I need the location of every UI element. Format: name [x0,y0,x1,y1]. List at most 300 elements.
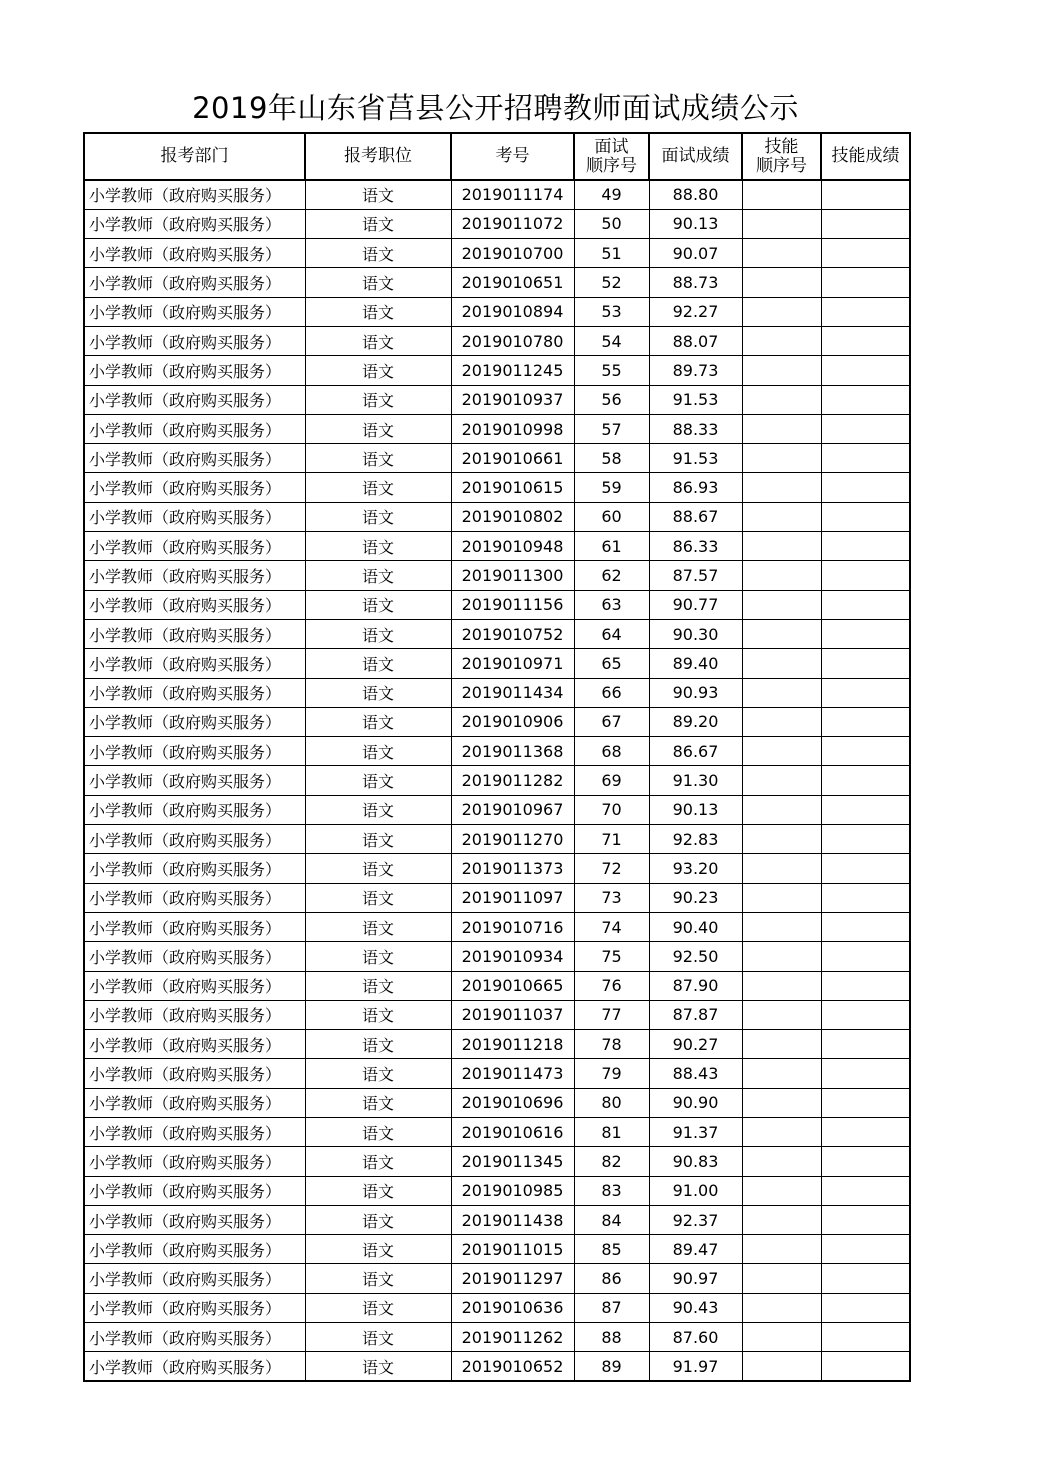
cell-exam-no: 2019010971 [451,649,574,678]
cell-position: 语文 [305,883,451,912]
cell-dept: 小学教师（政府购买服务） [84,561,305,590]
cell-skill-order [742,209,821,238]
cell-interview-score: 86.67 [649,737,742,766]
cell-skill-score [821,297,910,326]
cell-position: 语文 [305,561,451,590]
table-row [84,1235,910,1264]
cell-exam-no: 2019010616 [451,1118,574,1147]
cell-interview-score: 91.30 [649,766,742,795]
col-header-skill-order [742,133,821,180]
cell-exam-no: 2019011262 [451,1323,574,1352]
cell-exam-no: 2019010934 [451,942,574,971]
cell-skill-order [742,619,821,648]
cell-dept: 小学教师（政府购买服务） [84,1235,305,1264]
cell-interview-score: 88.80 [649,180,742,209]
cell-skill-order [742,1030,821,1059]
table-row [84,502,910,531]
cell-exam-no: 2019011218 [451,1030,574,1059]
table-row [84,356,910,385]
cell-exam-no: 2019010752 [451,619,574,648]
cell-skill-score [821,561,910,590]
cell-dept: 小学教师（政府购买服务） [84,473,305,502]
cell-skill-score [821,1000,910,1029]
col-header-interview-order [574,133,649,180]
cell-skill-order [742,268,821,297]
cell-interview-order: 74 [574,912,649,941]
cell-position: 语文 [305,532,451,561]
table-row [84,912,910,941]
cell-skill-order [742,854,821,883]
cell-dept: 小学教师（政府购买服务） [84,1176,305,1205]
col-header-interview-score: 面试成绩 [649,133,742,180]
cell-interview-score: 87.90 [649,971,742,1000]
cell-interview-score: 90.23 [649,883,742,912]
cell-position: 语文 [305,737,451,766]
cell-skill-score [821,825,910,854]
cell-interview-score: 92.50 [649,942,742,971]
cell-interview-order: 66 [574,678,649,707]
cell-interview-order: 69 [574,766,649,795]
col-header-interview-order-line2: 顺序号 [586,155,637,176]
table-row [84,1264,910,1293]
cell-skill-score [821,1323,910,1352]
cell-position: 语文 [305,1000,451,1029]
cell-interview-score: 91.00 [649,1176,742,1205]
cell-dept: 小学教师（政府购买服务） [84,678,305,707]
cell-interview-order: 73 [574,883,649,912]
cell-exam-no: 2019010651 [451,268,574,297]
cell-exam-no: 2019010661 [451,444,574,473]
cell-skill-order [742,1088,821,1117]
page-title: 2019年山东省莒县公开招聘教师面试成绩公示 [192,91,799,125]
cell-position: 语文 [305,1118,451,1147]
cell-interview-score: 91.53 [649,385,742,414]
cell-interview-score: 89.73 [649,356,742,385]
cell-skill-order [742,1323,821,1352]
cell-exam-no: 2019011438 [451,1205,574,1234]
cell-skill-score [821,1293,910,1322]
table-row [84,825,910,854]
results-table [83,132,911,1382]
cell-interview-order: 55 [574,356,649,385]
cell-interview-order: 60 [574,502,649,531]
cell-skill-order [742,649,821,678]
cell-dept: 小学教师（政府购买服务） [84,1088,305,1117]
cell-interview-order: 50 [574,209,649,238]
cell-skill-score [821,209,910,238]
cell-position: 语文 [305,795,451,824]
table-row [84,532,910,561]
table-row [84,766,910,795]
cell-position: 语文 [305,1352,451,1381]
cell-dept: 小学教师（政府购买服务） [84,414,305,443]
cell-exam-no: 2019011270 [451,825,574,854]
cell-interview-order: 63 [574,590,649,619]
cell-skill-score [821,678,910,707]
cell-exam-no: 2019010696 [451,1088,574,1117]
table-row [84,326,910,355]
cell-skill-score [821,766,910,795]
cell-position: 语文 [305,356,451,385]
cell-interview-order: 68 [574,737,649,766]
cell-interview-order: 58 [574,444,649,473]
cell-interview-score: 93.20 [649,854,742,883]
cell-skill-order [742,1176,821,1205]
cell-interview-score: 88.67 [649,502,742,531]
cell-interview-score: 90.77 [649,590,742,619]
cell-dept: 小学教师（政府购买服务） [84,649,305,678]
cell-position: 语文 [305,1059,451,1088]
cell-skill-score [821,737,910,766]
cell-exam-no: 2019010652 [451,1352,574,1381]
cell-exam-no: 2019011434 [451,678,574,707]
table-row [84,1059,910,1088]
cell-skill-score [821,707,910,736]
table-row [84,268,910,297]
cell-interview-order: 67 [574,707,649,736]
cell-exam-no: 2019011373 [451,854,574,883]
table-row [84,473,910,502]
cell-skill-order [742,795,821,824]
cell-interview-score: 90.40 [649,912,742,941]
cell-interview-order: 54 [574,326,649,355]
cell-skill-score [821,942,910,971]
cell-position: 语文 [305,385,451,414]
cell-interview-score: 90.13 [649,209,742,238]
cell-interview-score: 90.97 [649,1264,742,1293]
cell-interview-score: 87.57 [649,561,742,590]
cell-dept: 小学教师（政府购买服务） [84,268,305,297]
cell-position: 语文 [305,1030,451,1059]
cell-interview-score: 90.43 [649,1293,742,1322]
cell-position: 语文 [305,649,451,678]
cell-position: 语文 [305,912,451,941]
cell-interview-order: 84 [574,1205,649,1234]
cell-skill-score [821,1088,910,1117]
cell-position: 语文 [305,473,451,502]
cell-position: 语文 [305,766,451,795]
table-row [84,1030,910,1059]
cell-position: 语文 [305,1088,451,1117]
cell-dept: 小学教师（政府购买服务） [84,1323,305,1352]
cell-position: 语文 [305,444,451,473]
cell-dept: 小学教师（政府购买服务） [84,1030,305,1059]
cell-interview-order: 51 [574,239,649,268]
cell-interview-order: 88 [574,1323,649,1352]
cell-dept: 小学教师（政府购买服务） [84,1264,305,1293]
col-header-dept: 报考部门 [84,133,305,180]
cell-skill-score [821,239,910,268]
cell-position: 语文 [305,268,451,297]
cell-skill-score [821,444,910,473]
cell-interview-order: 78 [574,1030,649,1059]
cell-skill-score [821,1352,910,1381]
cell-skill-order [742,180,821,209]
cell-position: 语文 [305,414,451,443]
cell-skill-order [742,532,821,561]
cell-interview-order: 75 [574,942,649,971]
cell-dept: 小学教师（政府购买服务） [84,297,305,326]
table-row [84,590,910,619]
cell-dept: 小学教师（政府购买服务） [84,1147,305,1176]
cell-interview-order: 76 [574,971,649,1000]
cell-interview-order: 65 [574,649,649,678]
cell-position: 语文 [305,1293,451,1322]
table-row [84,795,910,824]
cell-exam-no: 2019011156 [451,590,574,619]
table-row [84,209,910,238]
cell-interview-score: 91.37 [649,1118,742,1147]
cell-interview-score: 88.33 [649,414,742,443]
table-row [84,649,910,678]
cell-interview-score: 88.73 [649,268,742,297]
col-header-skill-order-line1: 技能 [764,136,799,157]
table-row [84,1088,910,1117]
cell-interview-order: 49 [574,180,649,209]
cell-skill-score [821,619,910,648]
cell-position: 语文 [305,678,451,707]
cell-dept: 小学教师（政府购买服务） [84,532,305,561]
cell-interview-order: 71 [574,825,649,854]
cell-interview-score: 92.37 [649,1205,742,1234]
cell-position: 语文 [305,854,451,883]
cell-skill-order [742,766,821,795]
cell-skill-score [821,1235,910,1264]
table-row [84,180,910,209]
cell-skill-order [742,473,821,502]
cell-interview-score: 89.40 [649,649,742,678]
cell-skill-score [821,1118,910,1147]
cell-position: 语文 [305,1235,451,1264]
table-row [84,1352,910,1381]
cell-position: 语文 [305,971,451,1000]
table-row [84,561,910,590]
cell-skill-score [821,502,910,531]
cell-exam-no: 2019010948 [451,532,574,561]
cell-interview-score: 86.93 [649,473,742,502]
cell-exam-no: 2019010894 [451,297,574,326]
cell-dept: 小学教师（政府购买服务） [84,707,305,736]
cell-dept: 小学教师（政府购买服务） [84,766,305,795]
table-row [84,942,910,971]
cell-interview-order: 89 [574,1352,649,1381]
header-row [84,133,910,180]
cell-exam-no: 2019010998 [451,414,574,443]
table-row [84,297,910,326]
cell-dept: 小学教师（政府购买服务） [84,209,305,238]
cell-exam-no: 2019010665 [451,971,574,1000]
cell-position: 语文 [305,1205,451,1234]
cell-dept: 小学教师（政府购买服务） [84,1352,305,1381]
cell-exam-no: 2019010716 [451,912,574,941]
cell-interview-order: 79 [574,1059,649,1088]
cell-skill-score [821,473,910,502]
cell-dept: 小学教师（政府购买服务） [84,1059,305,1088]
table-row [84,414,910,443]
cell-exam-no: 2019010615 [451,473,574,502]
cell-interview-score: 88.07 [649,326,742,355]
cell-exam-no: 2019011037 [451,1000,574,1029]
cell-interview-score: 90.07 [649,239,742,268]
cell-dept: 小学教师（政府购买服务） [84,912,305,941]
table-row [84,1176,910,1205]
table-row [84,1323,910,1352]
cell-interview-score: 90.93 [649,678,742,707]
cell-skill-score [821,414,910,443]
cell-skill-order [742,356,821,385]
cell-interview-order: 72 [574,854,649,883]
cell-skill-order [742,678,821,707]
cell-skill-order [742,1293,821,1322]
cell-interview-order: 81 [574,1118,649,1147]
cell-skill-order [742,1352,821,1381]
cell-interview-score: 92.83 [649,825,742,854]
cell-exam-no: 2019011297 [451,1264,574,1293]
cell-skill-order [742,971,821,1000]
cell-position: 语文 [305,209,451,238]
table-row [84,239,910,268]
table-row [84,707,910,736]
cell-skill-order [742,737,821,766]
cell-interview-order: 62 [574,561,649,590]
cell-interview-order: 77 [574,1000,649,1029]
cell-interview-order: 80 [574,1088,649,1117]
cell-skill-order [742,444,821,473]
table-row [84,1000,910,1029]
cell-position: 语文 [305,942,451,971]
table-body [84,180,910,1381]
cell-position: 语文 [305,1264,451,1293]
cell-skill-score [821,1176,910,1205]
cell-exam-no: 2019010985 [451,1176,574,1205]
cell-dept: 小学教师（政府购买服务） [84,737,305,766]
cell-skill-order [742,883,821,912]
cell-dept: 小学教师（政府购买服务） [84,619,305,648]
cell-dept: 小学教师（政府购买服务） [84,942,305,971]
cell-skill-score [821,1264,910,1293]
table-row [84,737,910,766]
cell-skill-score [821,1205,910,1234]
cell-interview-score: 86.33 [649,532,742,561]
cell-skill-score [821,356,910,385]
cell-skill-order [742,326,821,355]
cell-exam-no: 2019011282 [451,766,574,795]
cell-skill-score [821,1147,910,1176]
cell-exam-no: 2019010802 [451,502,574,531]
table-row [84,1147,910,1176]
cell-skill-order [742,912,821,941]
cell-dept: 小学教师（政府购买服务） [84,971,305,1000]
cell-skill-score [821,1059,910,1088]
cell-interview-score: 90.13 [649,795,742,824]
cell-dept: 小学教师（政府购买服务） [84,180,305,209]
table-row [84,619,910,648]
cell-interview-score: 90.90 [649,1088,742,1117]
cell-skill-order [742,385,821,414]
cell-position: 语文 [305,1323,451,1352]
cell-position: 语文 [305,1147,451,1176]
cell-exam-no: 2019011345 [451,1147,574,1176]
cell-exam-no: 2019011015 [451,1235,574,1264]
cell-interview-order: 57 [574,414,649,443]
cell-dept: 小学教师（政府购买服务） [84,590,305,619]
cell-skill-score [821,385,910,414]
cell-dept: 小学教师（政府购买服务） [84,883,305,912]
cell-skill-order [742,1235,821,1264]
cell-exam-no: 2019010937 [451,385,574,414]
cell-exam-no: 2019011174 [451,180,574,209]
table-row [84,1293,910,1322]
cell-skill-order [742,590,821,619]
cell-interview-order: 59 [574,473,649,502]
cell-exam-no: 2019011097 [451,883,574,912]
cell-interview-order: 87 [574,1293,649,1322]
cell-skill-score [821,912,910,941]
cell-interview-score: 88.43 [649,1059,742,1088]
cell-skill-score [821,326,910,355]
cell-skill-score [821,854,910,883]
cell-interview-order: 56 [574,385,649,414]
cell-skill-score [821,649,910,678]
table-row [84,444,910,473]
cell-position: 语文 [305,326,451,355]
cell-interview-score: 91.97 [649,1352,742,1381]
cell-skill-score [821,268,910,297]
cell-skill-order [742,707,821,736]
cell-interview-order: 52 [574,268,649,297]
cell-exam-no: 2019010780 [451,326,574,355]
cell-position: 语文 [305,825,451,854]
cell-skill-score [821,590,910,619]
cell-skill-score [821,795,910,824]
cell-skill-order [742,825,821,854]
cell-interview-score: 89.47 [649,1235,742,1264]
cell-skill-order [742,1205,821,1234]
cell-dept: 小学教师（政府购买服务） [84,1000,305,1029]
cell-interview-order: 70 [574,795,649,824]
cell-position: 语文 [305,180,451,209]
cell-interview-order: 53 [574,297,649,326]
cell-exam-no: 2019011368 [451,737,574,766]
cell-position: 语文 [305,502,451,531]
cell-dept: 小学教师（政府购买服务） [84,385,305,414]
cell-dept: 小学教师（政府购买服务） [84,356,305,385]
cell-exam-no: 2019011072 [451,209,574,238]
table-row [84,854,910,883]
cell-interview-order: 61 [574,532,649,561]
cell-dept: 小学教师（政府购买服务） [84,1118,305,1147]
cell-skill-score [821,532,910,561]
cell-skill-order [742,1264,821,1293]
cell-skill-score [821,1030,910,1059]
col-header-skill-score: 技能成绩 [821,133,910,180]
col-header-interview-order-line1: 面试 [594,136,629,157]
table-row [84,385,910,414]
cell-skill-order [742,414,821,443]
table-row [84,883,910,912]
cell-exam-no: 2019011300 [451,561,574,590]
cell-dept: 小学教师（政府购买服务） [84,444,305,473]
cell-exam-no: 2019010967 [451,795,574,824]
cell-interview-score: 91.53 [649,444,742,473]
cell-position: 语文 [305,1176,451,1205]
cell-position: 语文 [305,297,451,326]
cell-dept: 小学教师（政府购买服务） [84,502,305,531]
cell-position: 语文 [305,707,451,736]
table-row [84,678,910,707]
cell-dept: 小学教师（政府购买服务） [84,825,305,854]
cell-skill-order [742,297,821,326]
